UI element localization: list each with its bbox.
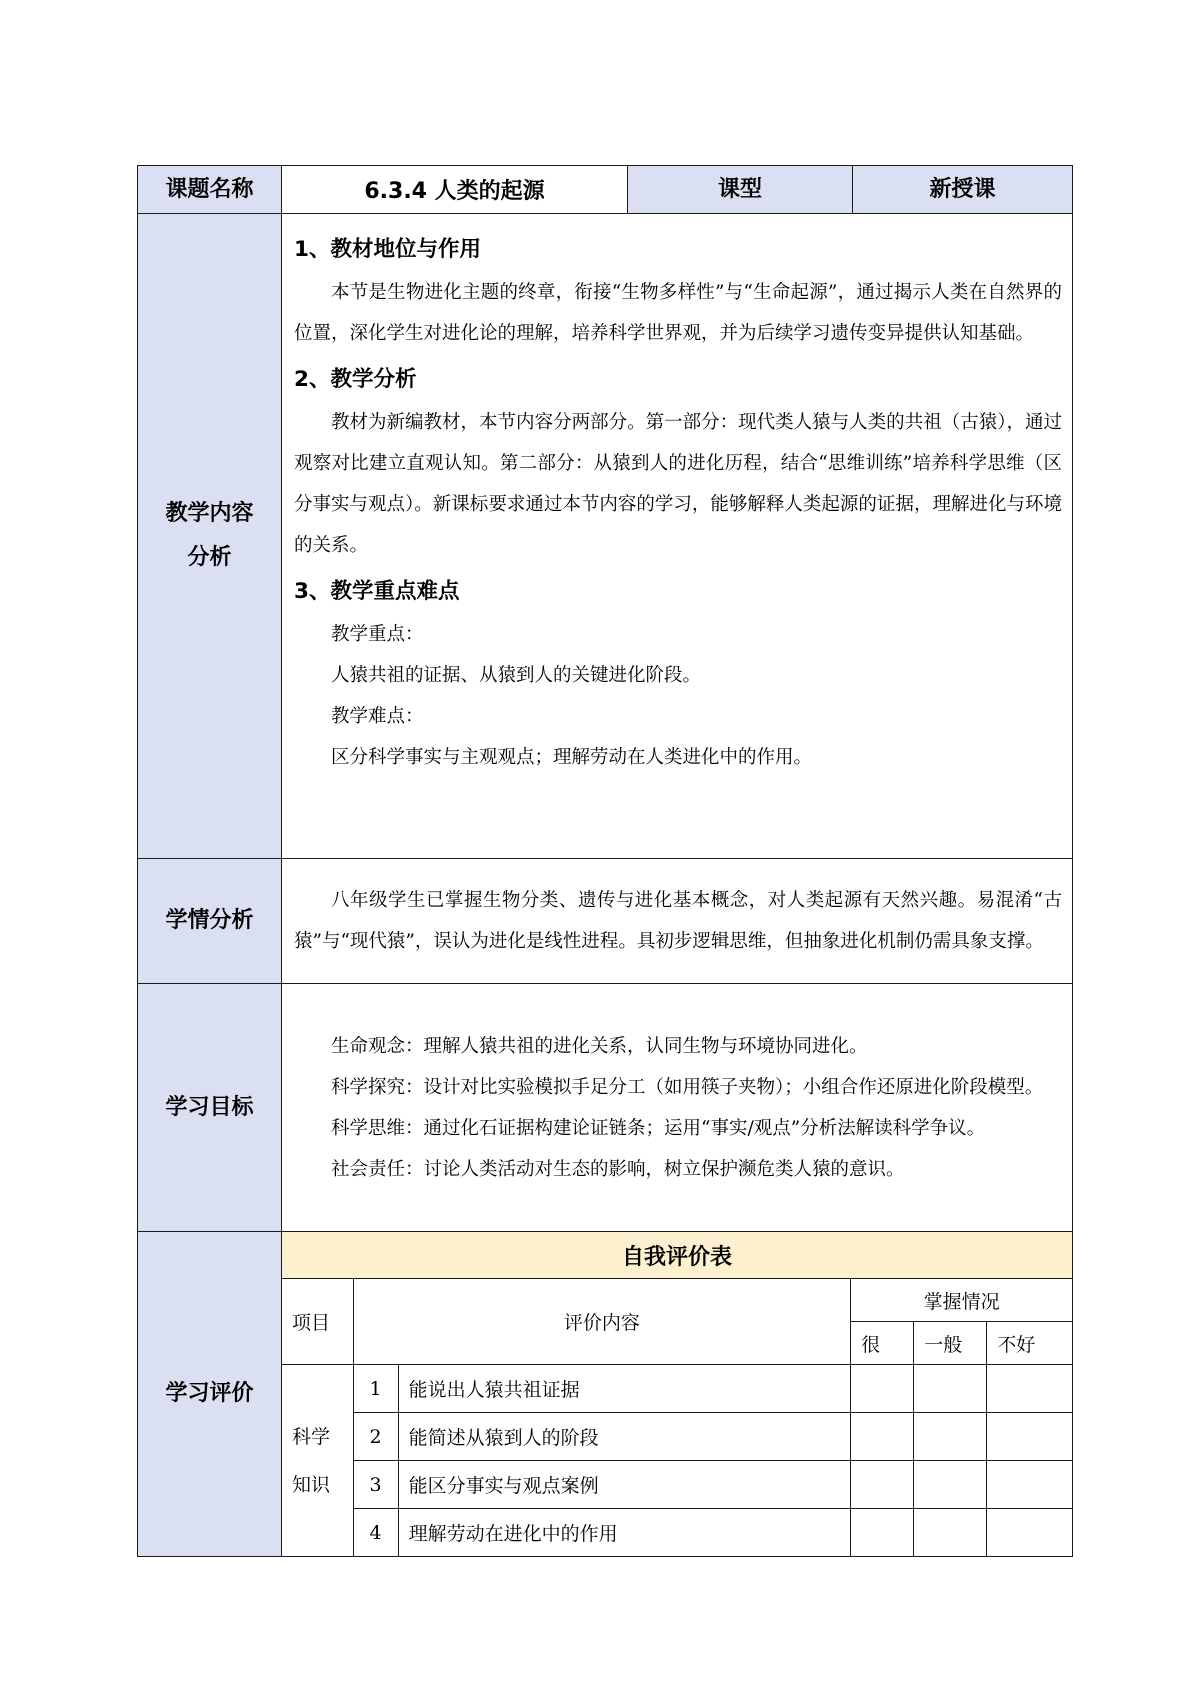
mastery-good-cell[interactable] <box>851 1413 914 1461</box>
mastery-poor-cell[interactable] <box>987 1413 1072 1461</box>
content-analysis-label <box>138 214 282 859</box>
objective-item: 科学思维：通过化石证据构建论证链条；运用“事实/观点”分析法解读科学争议。 <box>331 1117 986 1139</box>
section1-text: 本节是生物进化主题的终章，衔接“生物多样性”与“生命起源”，通过揭示人类在自然界的位置，深化学生对进化论的理解，培养科学世界观，并为后续学习遗传变异提供认知基础。 <box>294 282 1062 344</box>
lesson-type-value: 新授课 <box>853 166 1073 214</box>
col-header-item: 项目 <box>282 1279 353 1365</box>
category-line1: 科学 <box>292 1425 331 1448</box>
category-cell <box>282 1365 353 1557</box>
objective-item: 科学探究：设计对比实验模拟手足分工（如用筷子夹物）；小组合作还原进化阶段模型。 <box>331 1076 1044 1098</box>
evaluation-row <box>138 1232 1073 1557</box>
col-header-mastery: 掌握情况 <box>851 1279 1072 1322</box>
content-analysis-body <box>282 214 1073 859</box>
row-number: 3 <box>353 1461 398 1509</box>
mastery-good-cell[interactable] <box>851 1509 914 1557</box>
mastery-poor-cell[interactable] <box>987 1509 1072 1557</box>
evaluation-cell <box>282 1232 1073 1557</box>
student-analysis-row <box>138 859 1073 984</box>
category-line2: 知识 <box>292 1473 331 1496</box>
student-analysis-text: 八年级学生已掌握生物分类、遗传与进化基本概念，对人类起源有天然兴趣。易混淆“古猿”与“现代猿”，误认为进化是线性进程。具初步逻辑思维，但抽象进化机制仍需具象支撑。 <box>294 890 1062 952</box>
difficulty-text: 区分科学事实与主观观点；理解劳动在人类进化中的作用。 <box>331 747 813 768</box>
table-row <box>282 1509 1072 1557</box>
evaluation-label: 学习评价 <box>138 1232 282 1557</box>
mastery-average-cell[interactable] <box>914 1461 987 1509</box>
key-points-label: 教学重点： <box>331 624 424 645</box>
student-analysis-label: 学情分析 <box>138 859 282 984</box>
header-row <box>138 166 1073 214</box>
row-content: 能区分事实与观点案例 <box>398 1461 851 1509</box>
objectives-cell <box>282 984 1073 1232</box>
objectives-label: 学习目标 <box>138 984 282 1232</box>
objectives-row <box>138 984 1073 1232</box>
mastery-average-cell[interactable] <box>914 1413 987 1461</box>
mastery-average-cell[interactable] <box>914 1365 987 1413</box>
row-number: 4 <box>353 1509 398 1557</box>
row-content: 理解劳动在进化中的作用 <box>398 1509 851 1557</box>
self-evaluation-table <box>282 1232 1072 1556</box>
lesson-plan-table <box>137 165 1073 1557</box>
topic-name-label: 课题名称 <box>138 166 282 214</box>
topic-name-value: 6.3.4 人类的起源 <box>282 166 628 214</box>
content-analysis-row <box>138 214 1073 859</box>
mastery-good-cell[interactable] <box>851 1461 914 1509</box>
col-header-content: 评价内容 <box>353 1279 851 1365</box>
content-analysis-label-line2: 分析 <box>187 545 232 570</box>
mastery-poor-cell[interactable] <box>987 1461 1072 1509</box>
level-header-poor: 不好 <box>987 1322 1072 1365</box>
content-analysis-label-line1: 教学内容 <box>165 501 254 526</box>
table-row <box>282 1413 1072 1461</box>
row-content: 能简述从猿到人的阶段 <box>398 1413 851 1461</box>
row-number: 1 <box>353 1365 398 1413</box>
section2-heading: 2、教学分析 <box>294 367 417 392</box>
section2-text: 教材为新编教材，本节内容分两部分。第一部分：现代类人猿与人类的共祖（古猿），通过观察对比建立直观认知。第二部分：从猿到人的进化历程，结合“思维训练”培养科学思维（区分事实与观点）。新课标要求通过本节内容的学习，能够解释人类起源的证据，理解进化与环境的关系。 <box>294 412 1062 556</box>
difficulty-label: 教学难点： <box>331 706 424 727</box>
table-row <box>282 1365 1072 1413</box>
objective-item: 社会责任：讨论人类活动对生态的影响，树立保护濒危类人猿的意识。 <box>331 1158 905 1180</box>
row-number: 2 <box>353 1413 398 1461</box>
section3-heading: 3、教学重点难点 <box>294 579 460 604</box>
key-points-text: 人猿共祖的证据、从猿到人的关键进化阶段。 <box>331 665 702 686</box>
lesson-plan-sheet <box>137 165 1072 1557</box>
lesson-type-label: 课型 <box>628 166 853 214</box>
row-content: 能说出人猿共祖证据 <box>398 1365 851 1413</box>
level-header-average: 一般 <box>914 1322 987 1365</box>
section1-heading: 1、教材地位与作用 <box>294 237 481 262</box>
mastery-average-cell[interactable] <box>914 1509 987 1557</box>
self-evaluation-title: 自我评价表 <box>282 1232 1072 1279</box>
student-analysis-cell <box>282 859 1073 984</box>
table-row <box>282 1461 1072 1509</box>
mastery-good-cell[interactable] <box>851 1365 914 1413</box>
objective-item: 生命观念：理解人猿共祖的进化关系，认同生物与环境协同进化。 <box>331 1035 868 1057</box>
level-header-good: 很 <box>851 1322 914 1365</box>
mastery-poor-cell[interactable] <box>987 1365 1072 1413</box>
